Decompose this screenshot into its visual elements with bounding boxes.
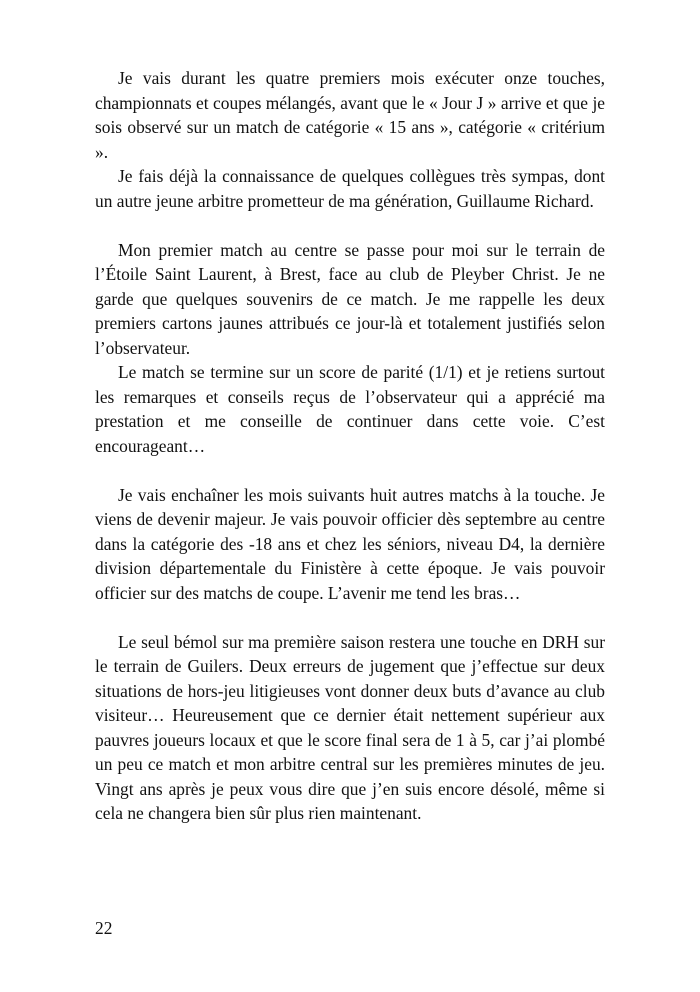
page-body [95, 66, 605, 826]
paragraph-mois-suivants: Je vais enchaîner les mois suivants huit autres matchs à la touche. Je viens de devenir majeur. Je vais pouvoir officier dès septembre au centre dans la catégorie des -18 ans et chez les séniors, niveau D4, la dernière division départementale du Finistère à cette époque. Je vais pouvoir officier sur des matchs de coupe. L’avenir me tend les bras… [95, 484, 605, 603]
paragraph-premier-match: Mon premier match au centre se passe pour moi sur le terrain de l’Étoile Saint Laurent, à Brest, face au club de Pleyber Christ. Je ne garde que quelques souvenirs de ce match. Je me rappelle les deux premiers cartons jaunes attribués ce jour-là et totalement justifiés selon l’observateur. [95, 239, 605, 358]
paragraph-seul-bemol: Le seul bémol sur ma première saison restera une touche en DRH sur le terrain de Guilers. Deux erreurs de jugement que j’effectue sur deux situations de hors-jeu litigieuses vont donner deux buts d’avance au club visiteur… Heureusement que ce dernier était nettement supérieur aux pauvres joueurs locaux et que le score final sera de 1 à 5, car j’ai plombé un peu ce match et mon arbitre central sur les premières minutes de jeu. Vingt ans après je peux vous dire que j’en suis encore désolé, même si cela ne changera bien sûr plus rien maintenant. [95, 631, 605, 823]
paragraph-collegues: Je fais déjà la connaissance de quelques collègues très sympas, dont un autre jeune arbitre prometteur de ma génération, Guillaume Richard. [95, 166, 605, 211]
paragraph-score-parite: Le match se termine sur un score de parité (1/1) et je retiens surtout les remarques et conseils reçus de l’observateur qui a apprécié ma prestation et me conseille de continuer dans cette voie. C’est encourageant… [95, 362, 605, 456]
paragraph-quatre-premiers-mois: Je vais durant les quatre premiers mois exécuter onze touches, championnats et coupes mélangés, avant que le « Jour J » arrive et que je sois observé sur un match de catégorie « 15 ans », catégorie « critérium ». [95, 68, 605, 162]
page-number: 22 [95, 918, 113, 938]
